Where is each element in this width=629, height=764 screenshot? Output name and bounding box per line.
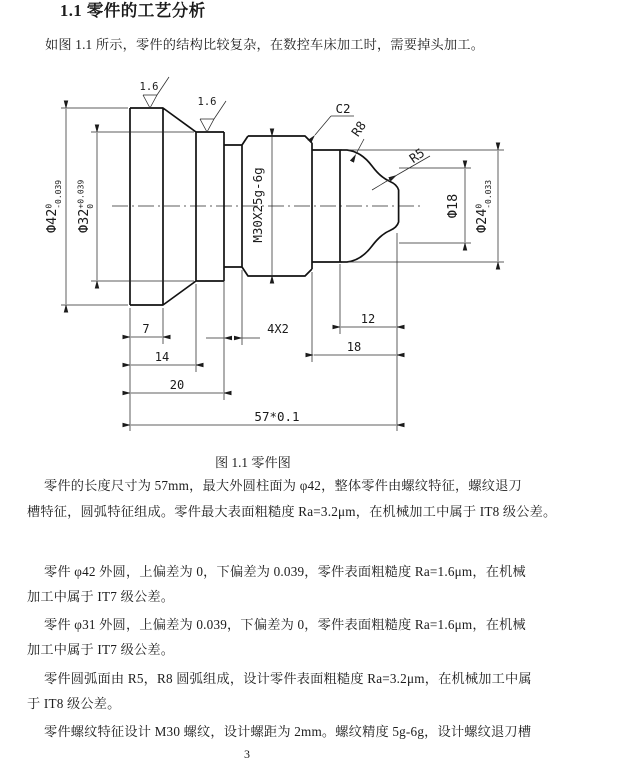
svg-text:Ф420-0.039: $Ф42^0-0.039$ bbox=[44, 179, 63, 233]
dim-phi24-label bbox=[474, 180, 493, 233]
chamfer-label: C2 bbox=[335, 101, 351, 116]
body-line: 零件圆弧面由 R5，R8 圆弧组成，设计零件表面粗糙度 Ra=3.2μm，在机械加工中属 bbox=[44, 671, 532, 686]
thread-spec-label bbox=[250, 167, 265, 242]
intro-paragraph: 如图 1.1 所示，零件的结构比较复杂，在数控车床加工时，需要掉头加工。 bbox=[45, 37, 485, 52]
page-number: 3 bbox=[244, 747, 250, 761]
body-line: 零件螺纹特征设计 M30 螺纹，设计螺距为 2mm。螺纹精度 5g-6g，设计螺纹退刀槽 bbox=[44, 724, 532, 739]
svg-text:Ф32+0.0390: $Ф32^{+0.039}0$ bbox=[76, 179, 95, 233]
dim-18-label: 18 bbox=[346, 340, 362, 354]
radius-r8-label: R8 bbox=[348, 118, 370, 140]
svg-text:M30X25g-6g: M30X25g-6g bbox=[250, 167, 265, 243]
radius-r5-label: R5 bbox=[406, 145, 428, 166]
body-line: 槽特征，圆弧特征组成。零件最大表面粗糙度 Ra=3.2μm，在机械加工中属于 IT8 级公差。 bbox=[27, 504, 557, 519]
dim-4x2-label: 4X2 bbox=[267, 322, 289, 336]
roughness-value-1: 1.6 bbox=[139, 81, 159, 93]
dim-14-label: 14 bbox=[154, 350, 170, 364]
dim-7-label: 7 bbox=[142, 322, 150, 336]
body-line: 加工中属于 IT7 级公差。 bbox=[27, 642, 175, 657]
section-heading: 1.1 零件的工艺分析 bbox=[60, 1, 206, 20]
svg-text:Ф240-0.033: $Ф24^0-0.033$ bbox=[474, 179, 493, 233]
dim-phi42-label bbox=[44, 180, 63, 233]
dim-12-label: 12 bbox=[360, 312, 376, 326]
body-line: 零件 φ31 外圆，上偏差为 0.039，下偏差为 0，零件表面粗糙度 Ra=1.6μm，在机械 bbox=[44, 617, 526, 632]
roughness-value-2: 1.6 bbox=[197, 96, 217, 108]
body-line: 加工中属于 IT7 级公差。 bbox=[27, 589, 175, 604]
extension-lines bbox=[61, 108, 504, 431]
dim-57-label: 57*0.1 bbox=[254, 409, 300, 424]
body-line: 零件的长度尺寸为 57mm，最大外圆柱面为 φ42，整体零件由螺纹特征，螺纹退刀 bbox=[44, 478, 522, 493]
figure-caption: 图 1.1 零件图 bbox=[215, 455, 291, 470]
dim-phi32-label bbox=[76, 180, 95, 233]
part-drawing bbox=[0, 50, 629, 450]
svg-text:Ф18: Ф18 bbox=[445, 193, 461, 219]
body-line: 零件 φ42 外圆，上偏差为 0，下偏差为 0.039，零件表面粗糙度 Ra=1.6μm，在机械 bbox=[44, 564, 526, 579]
dim-phi18-label bbox=[445, 194, 461, 218]
dim-20-label: 20 bbox=[169, 378, 185, 392]
body-line: 于 IT8 级公差。 bbox=[27, 696, 121, 711]
